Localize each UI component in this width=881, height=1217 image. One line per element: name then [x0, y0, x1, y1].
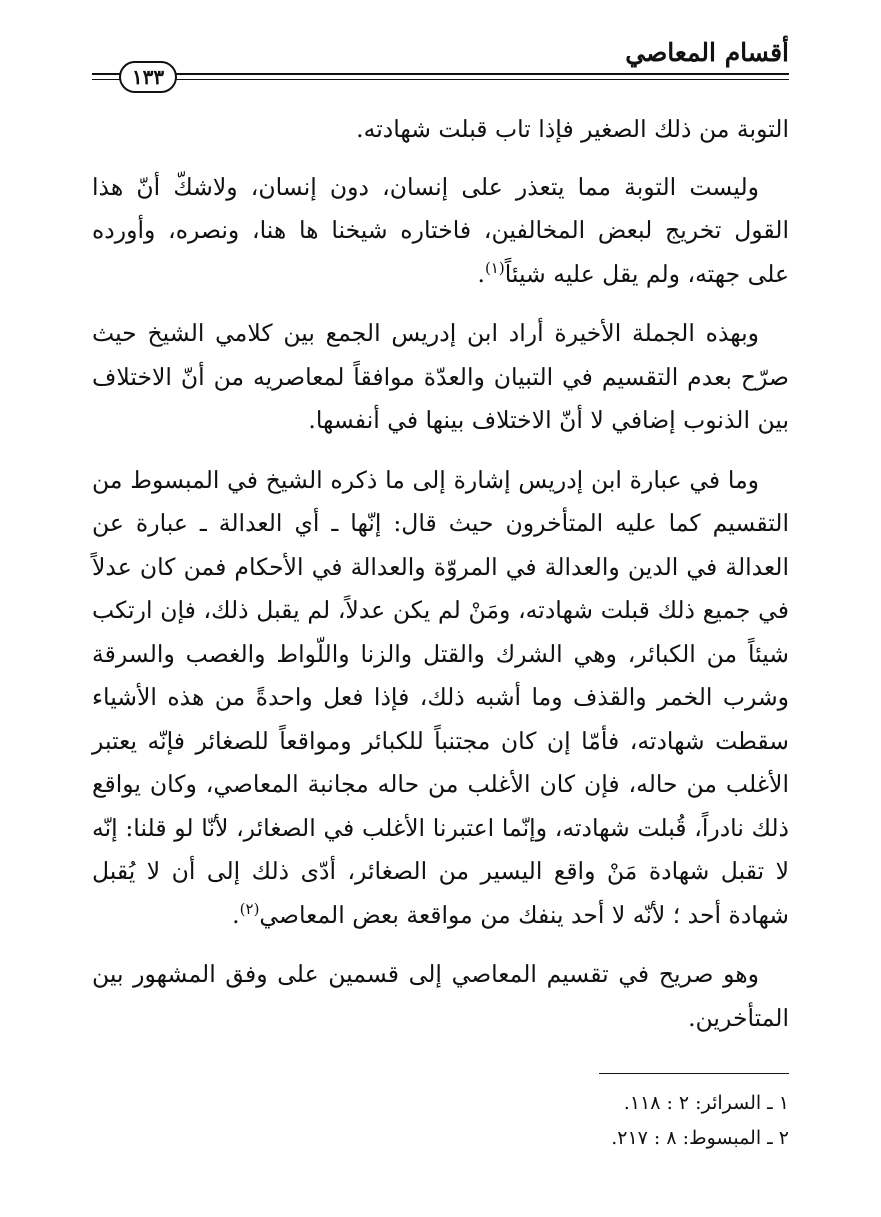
- footnote-ref-2[interactable]: (٢): [239, 899, 260, 918]
- header-rule-top: [92, 73, 789, 75]
- paragraph-2: [92, 166, 789, 297]
- running-title: أقسام المعاصي: [625, 38, 789, 67]
- paragraph-5: [92, 953, 789, 1040]
- paragraph-1: [92, 108, 789, 152]
- footnotes: [92, 1086, 789, 1156]
- footnote-separator: [599, 1073, 789, 1074]
- footnote-2: ٢ ـ المبسوط: ٨ : ٢١٧.: [611, 1127, 789, 1149]
- body-text: [92, 108, 789, 1056]
- paragraph-4: [92, 459, 789, 938]
- paragraph-1-text: التوبة من ذلك الصغير فإذا تاب قبلت شهادته.: [356, 115, 789, 143]
- paragraph-2-tail: .: [477, 259, 485, 288]
- paragraph-4-tail: .: [232, 900, 240, 929]
- footnote-1: ١ ـ السرائر: ٢ : ١١٨.: [623, 1092, 789, 1114]
- paragraph-3-text: وبهذه الجملة الأخيرة أراد ابن إدريس الجمع بين كلامي الشيخ حيث صرّح بعدم التقسيم في التبيان والعدّة موافقاً لمعاصريه من أنّ الاختلاف بين الذنوب إضافي لا أنّ الاختلاف بينها في أنفسها.: [92, 319, 789, 434]
- paragraph-4-text: وما في عبارة ابن إدريس إشارة إلى ما ذكره الشيخ في المبسوط من التقسيم كما عليه المتأخرون حيث قال: إنّها ـ أي العدالة ـ عبارة عن العدالة في الدين والعدالة في المروّة والعدالة في الأحكام فمن كان عدلاً في جميع ذلك قبلت شهادته، ومَنْ لم يكن عدلاً، لم يقبل ذلك، فإن ارتكب شيئاً من الكبائر، وهي الشرك والقتل والزنا واللّواط والغصب والسرقة وشرب الخمر والقذف وما أشبه ذلك، فإذا فعل واحدةً من هذه الأشياء سقطت شهادته، فأمّا إن كان مجتنباً للكبائر ومواقعاً للصغائر فإنّه يعتبر الأغلب من حاله، فإن كان الأغلب من حاله مجانبة المعاصي، وكان يواقع ذلك نادراً، قُبلت شهادته، وإنّما اعتبرنا الأغلب في الصغائر، لأنّا لو قلنا: إنّه لا تقبل شهادة مَنْ واقع اليسير من الصغائر، أدّى ذلك إلى أن لا يُقبل شهادة أحد ؛ لأنّه لا أحد ينفك من مواقعة بعض المعاصي: [92, 465, 789, 929]
- paragraph-2-text: وليست التوبة مما يتعذر على إنسان، دون إنسان، ولاشكّ أنّ هذا القول تخريج لبعض المخالفين، فاختاره شيخنا ها هنا، ونصره، وأورده على جهته، ولم يقل عليه شيئاً: [92, 172, 789, 288]
- page-number-badge: ١٣٣: [119, 61, 177, 93]
- footnote-ref-1[interactable]: (١): [484, 258, 505, 277]
- paragraph-3: [92, 312, 789, 443]
- header-rule-bottom: [92, 79, 789, 80]
- paragraph-5-text: وهو صريح في تقسيم المعاصي إلى قسمين على وفق المشهور بين المتأخرين.: [92, 960, 789, 1032]
